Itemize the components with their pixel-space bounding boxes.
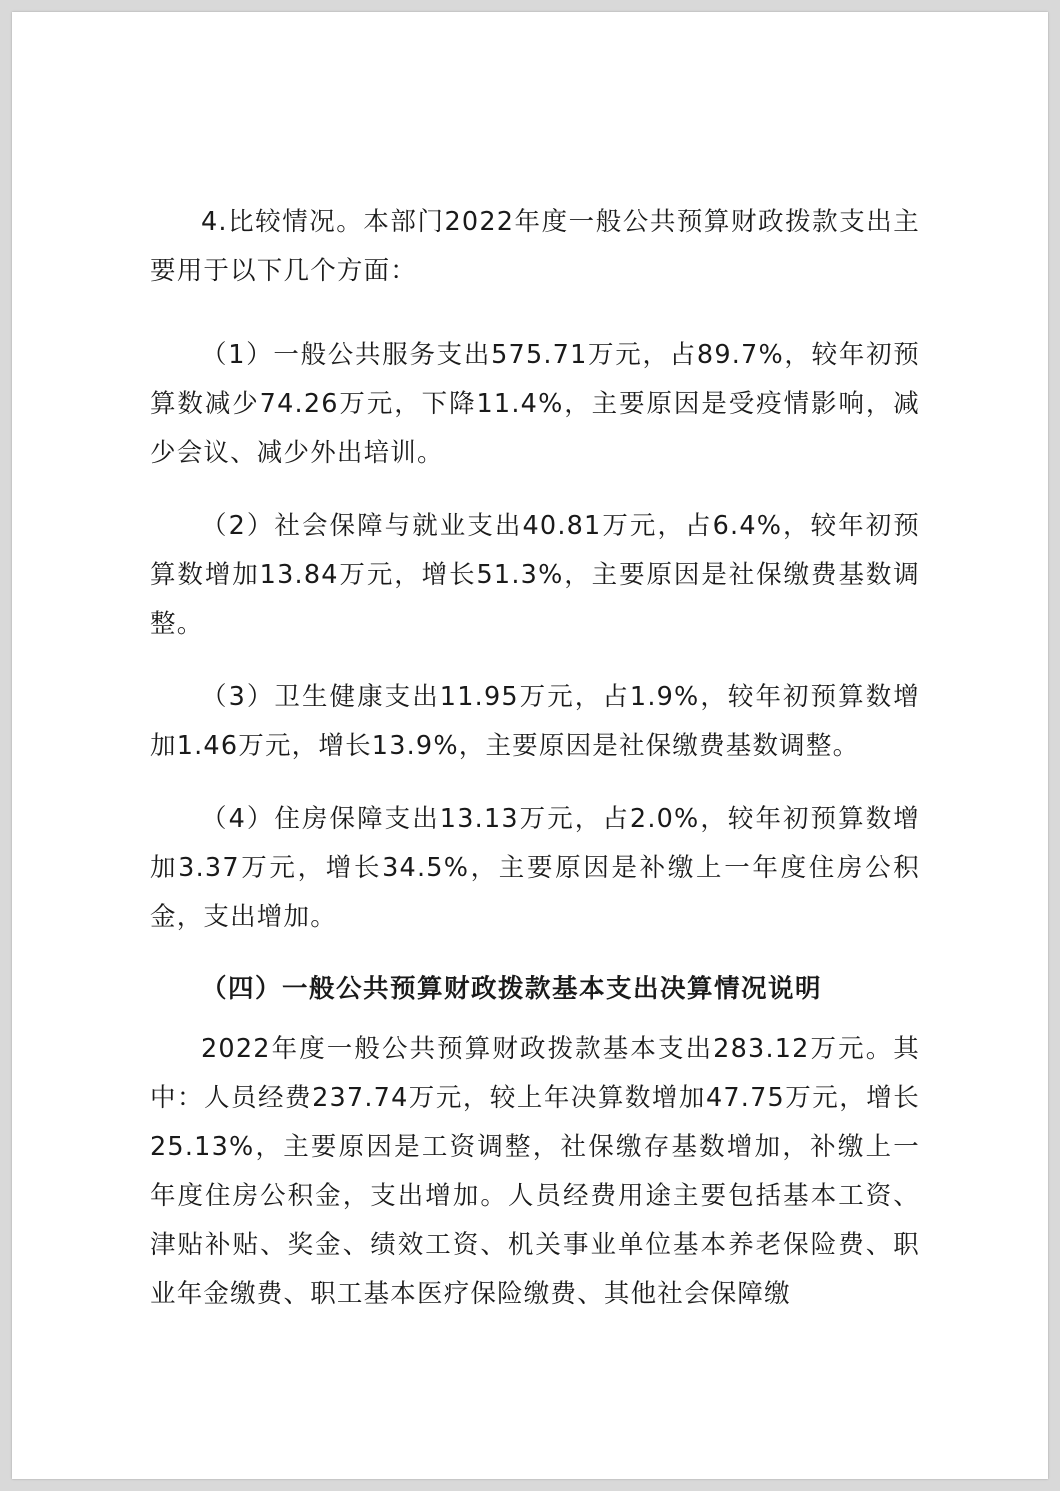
paragraph-comparison-intro: 4.比较情况。本部门2022年度一般公共预算财政拨款支出主要用于以下几个方面： bbox=[150, 207, 920, 286]
section-heading-basic-expenditure: （四）一般公共预算财政拨款基本支出决算情况说明 bbox=[201, 974, 823, 1004]
paragraph-basic-expenditure: 2022年度一般公共预算财政拨款基本支出283.12万元。其中：人员经费237.74万元，较上年决算数增加47.75万元，增长25.13%，主要原因是工资调整，社保缴存基数增加，补缴上一年度住房公积金，支出增加。人员经费用途主要包括基本工资、津贴补贴、奖金、绩效工资、机关事业单位基本养老保险费、职业年金缴费、职工基本医疗保险缴费、其他社会保障缴 bbox=[150, 1034, 920, 1309]
paragraph-health: （3）卫生健康支出11.95万元，占1.9%，较年初预算数增加1.46万元，增长13.9%，主要原因是社保缴费基数调整。 bbox=[150, 682, 920, 761]
paragraph-general-public-services: （1）一般公共服务支出575.71万元，占89.7%，较年初预算数减少74.26万元，下降11.4%，主要原因是受疫情影响，减少会议、减少外出培训。 bbox=[150, 340, 920, 468]
paragraph-housing: （4）住房保障支出13.13万元，占2.0%，较年初预算数增加3.37万元，增长34.5%，主要原因是补缴上一年度住房公积金，支出增加。 bbox=[150, 804, 920, 932]
paragraph-social-security: （2）社会保障与就业支出40.81万元，占6.4%，较年初预算数增加13.84万元，增长51.3%，主要原因是社保缴费基数调整。 bbox=[150, 511, 920, 639]
document-page bbox=[12, 12, 1048, 1479]
